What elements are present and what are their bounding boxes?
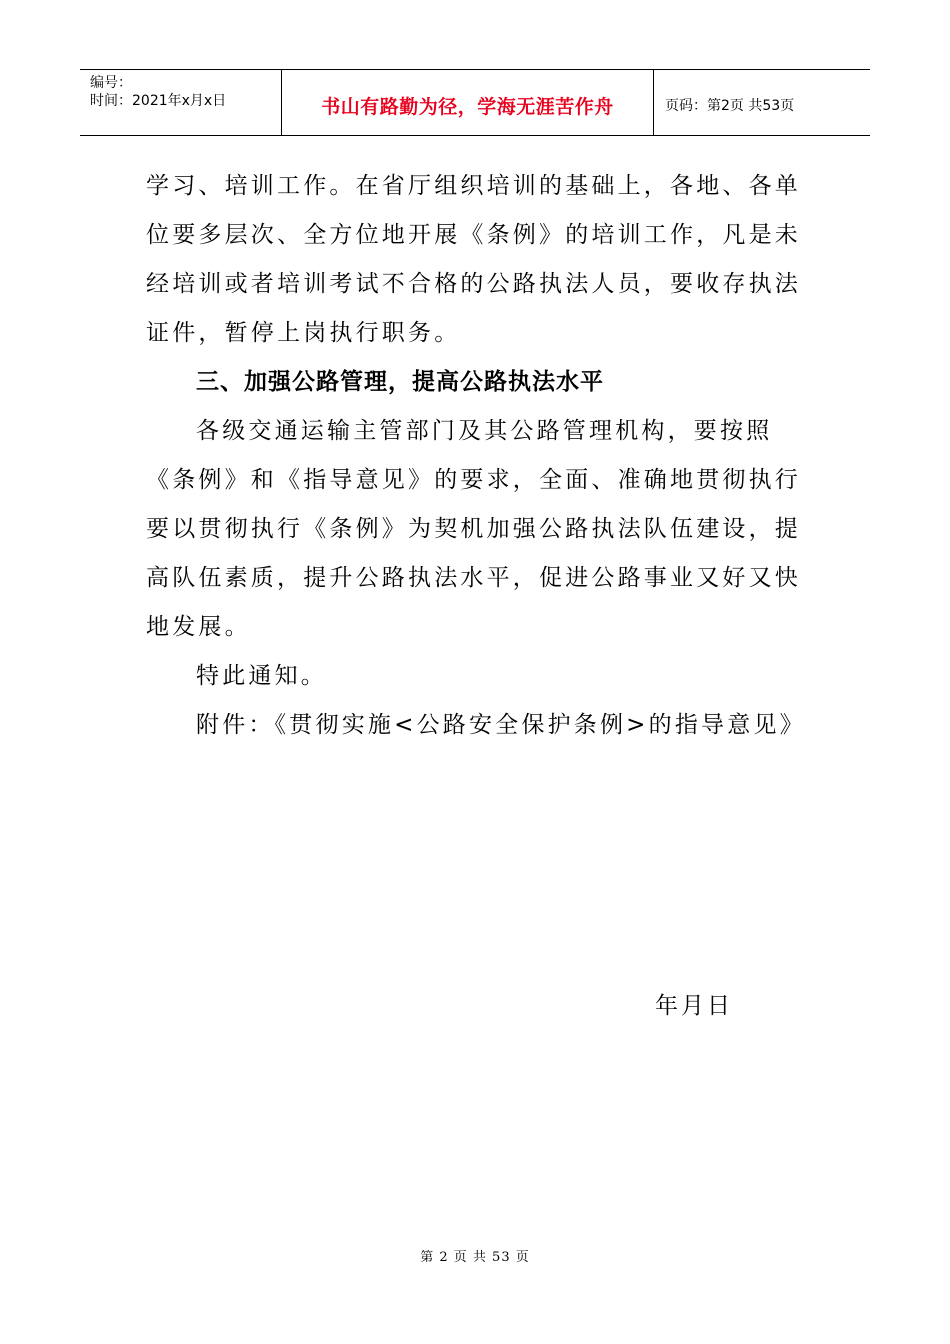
body-line: 经培训或者培训考试不合格的公路执法人员，要收存执法 <box>146 271 801 297</box>
body-line: 高队伍素质，提升公路执法水平，促进公路事业又好又快 <box>146 565 801 591</box>
body-line: 各级交通运输主管部门及其公路管理机构，要按照 <box>196 418 773 444</box>
document-time-label: 时间：2021年x月x日 <box>90 93 227 109</box>
body-line: 学习、培训工作。在省厅组织培训的基础上，各地、各单 <box>146 173 801 199</box>
header-page-number: 页码：第2页 共53页 <box>665 97 795 114</box>
body-line: 《条例》和《指导意见》的要求，全面、准确地贯彻执行 <box>146 467 801 493</box>
section-heading: 三、加强公路管理，提高公路执法水平 <box>196 369 604 395</box>
header-page-cell <box>654 70 870 135</box>
header-motto-cell <box>282 70 654 135</box>
attachment-line: 附件：《贯彻实施<公路安全保护条例>的指导意见》 <box>196 712 806 738</box>
body-line: 地发展。 <box>146 614 251 640</box>
page-header <box>80 69 870 136</box>
header-motto: 书山有路勤为径，学海无涯苦作舟 <box>321 96 614 118</box>
document-body <box>146 162 806 750</box>
header-info <box>80 70 282 135</box>
body-line: 证件，暂停上岗执行职务。 <box>146 320 461 346</box>
page-footer: 第 2 页 共 53 页 <box>420 1250 530 1265</box>
document-number-label: 编号： <box>90 75 132 91</box>
date-signature: 年月日 <box>655 993 733 1019</box>
body-line: 要以贯彻执行《条例》为契机加强公路执法队伍建设，提 <box>146 516 801 542</box>
body-line: 位要多层次、全方位地开展《条例》的培训工作，凡是未 <box>146 222 801 248</box>
notice-line: 特此通知。 <box>196 663 327 689</box>
